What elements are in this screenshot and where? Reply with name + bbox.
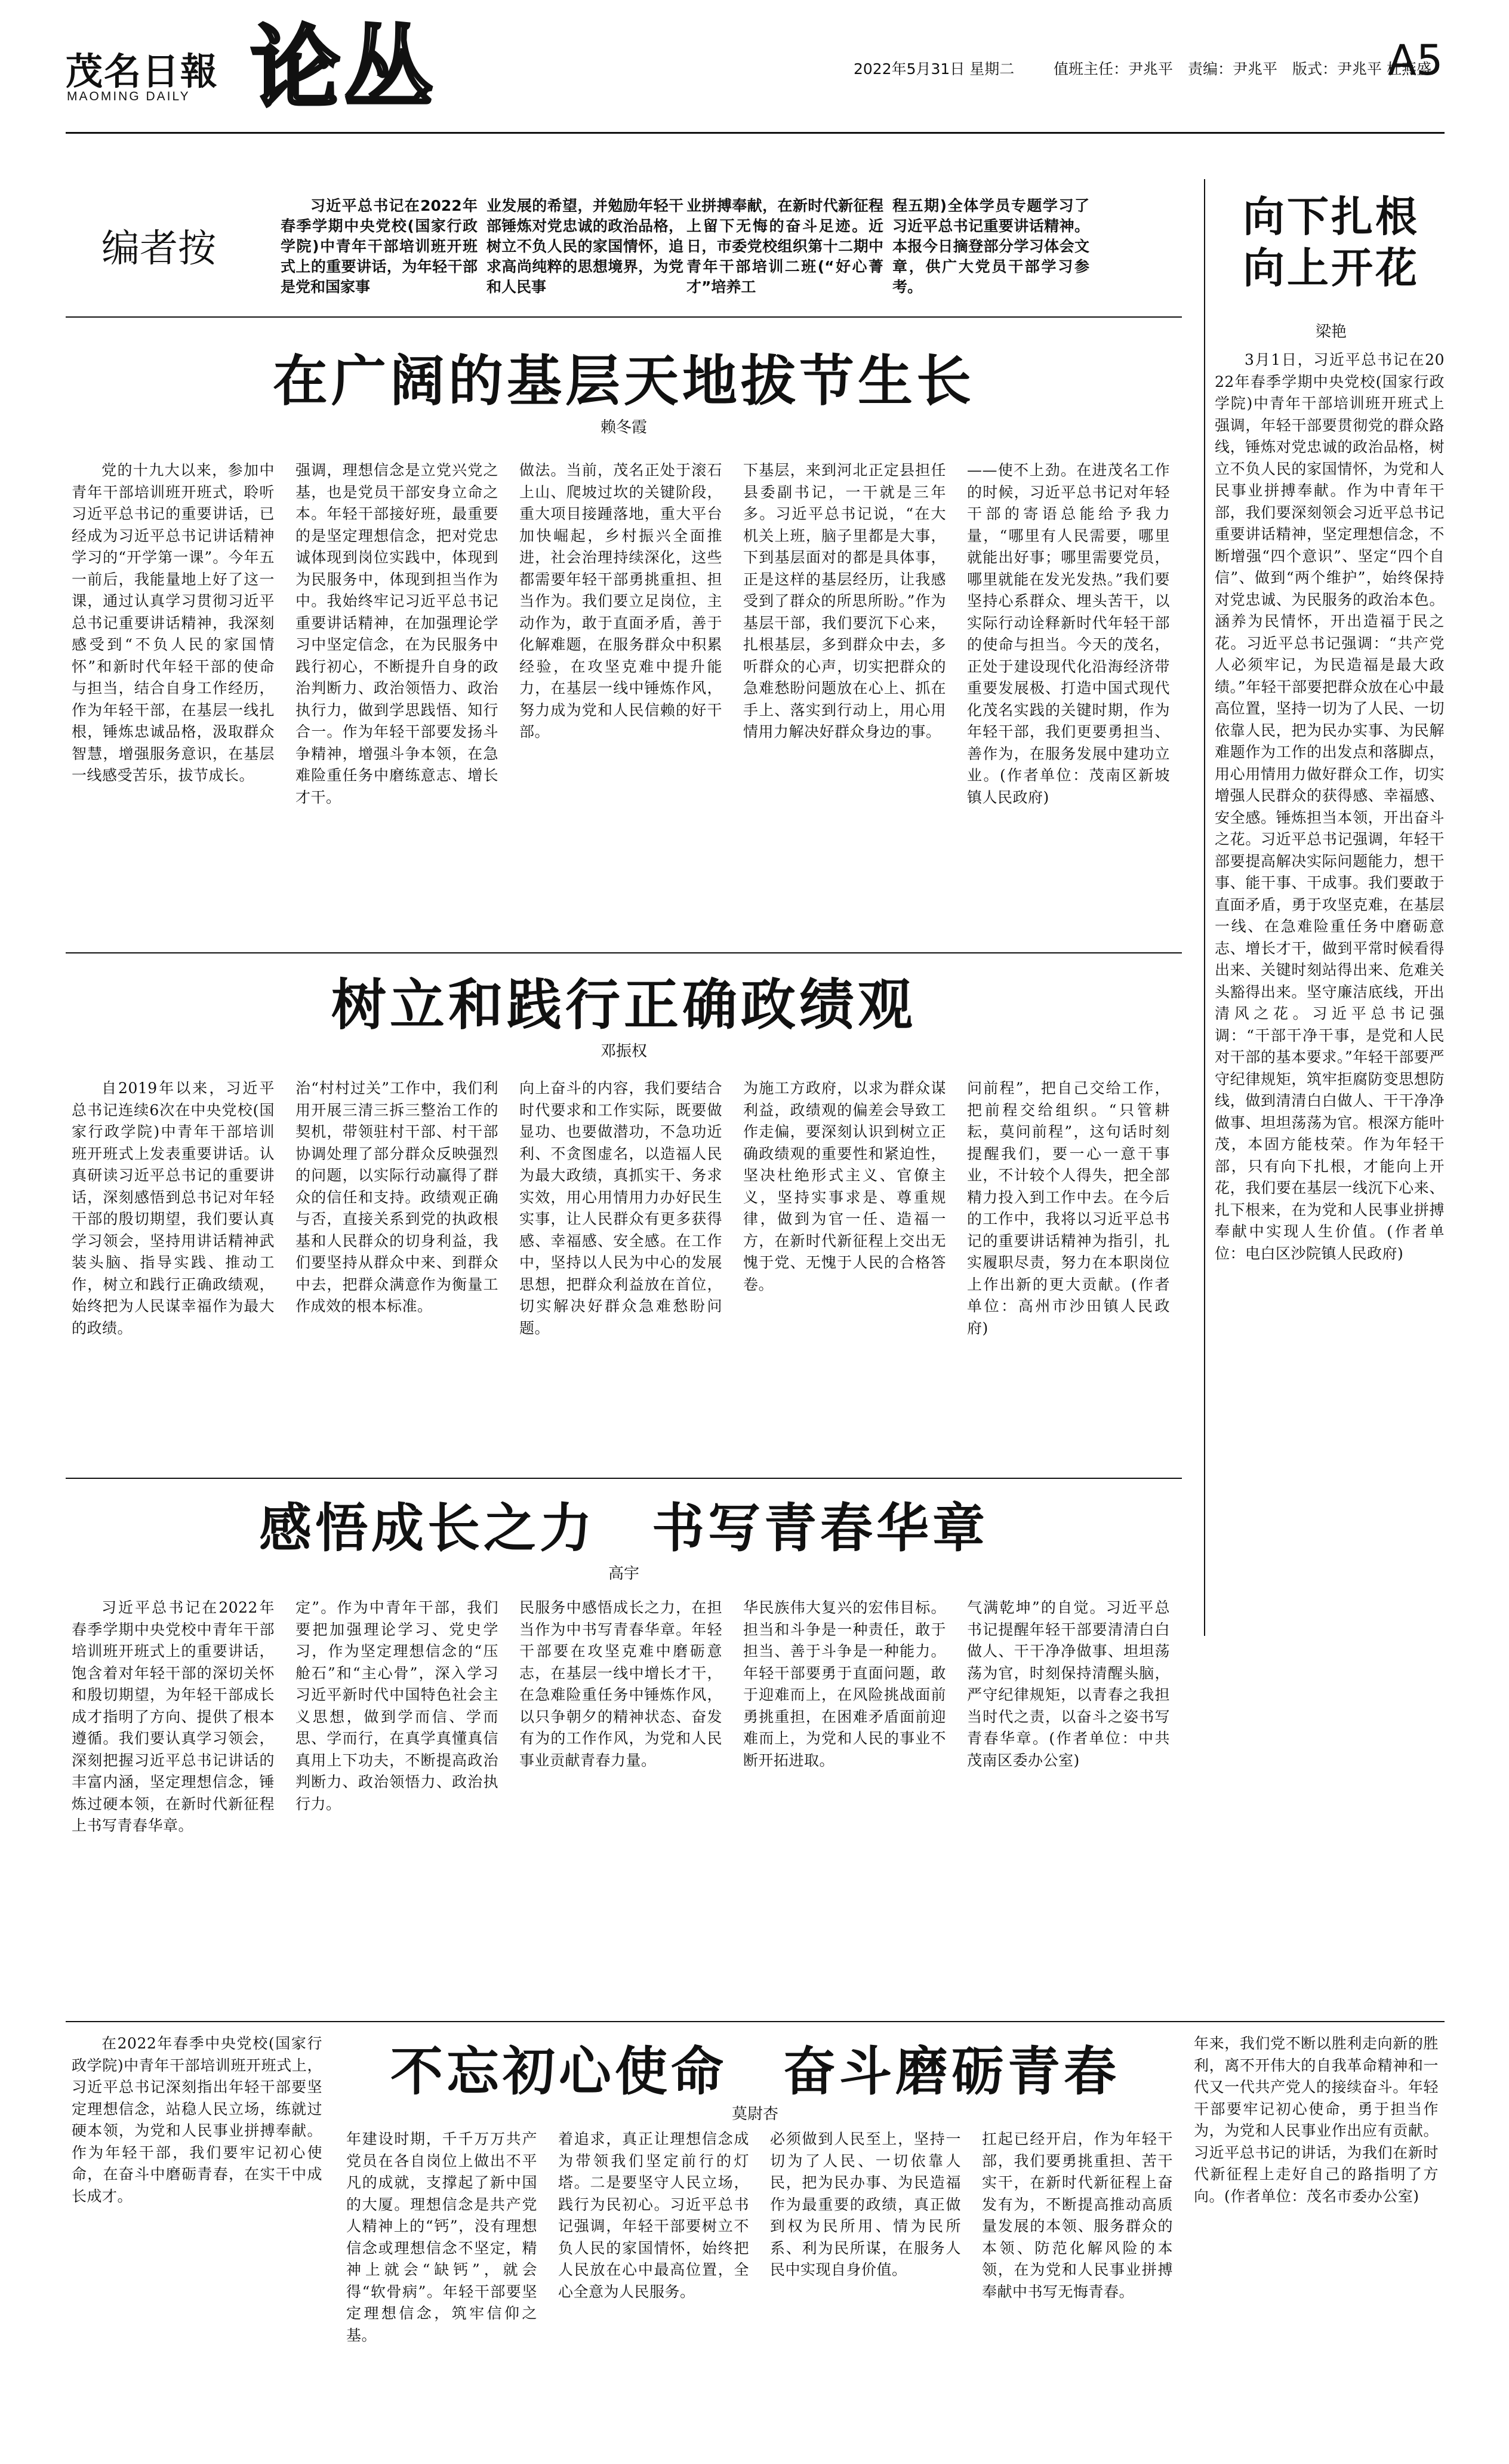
section-title: 论丛 — [251, 17, 438, 121]
article-column: 在2022年春季中央党校(国家行政学院)中青年干部培训班开班式上，习近平总书记深刻指出年轻干部要坚定理想信念，站稳人民立场，练就过硬本领，为党和人民事业拼搏奉献。作为年轻干部，我们要牢记初心使命，在奋斗中磨砺青春，在实干中成长成才。 — [72, 2035, 322, 2205]
editor-note-col: 程五期)全体学员专题学习了习近平总书记重要讲话精神。本报今日摘登部分学习体会文章，供广大党员干部学习参考。 — [892, 197, 1089, 296]
article-column: 扛起已经开启，作为年轻干部，我们要勇挑重担、苦干实干，在新时代新征程上奋发有为，不断提高推动高质量发展的本领、服务群众的本领、防范化解风险的本领，在为党和人民事业拼搏奉献中书写无悔青春。 — [982, 2130, 1173, 2300]
divider — [66, 316, 1182, 318]
article-column: 着追求，真正让理想信念成为带领我们坚定前行的灯塔。二是要坚守人民立场，践行为民初心。习近平总书记强调，年轻干部要树立不负人民的家国情怀，始终把人民放在心中最高位置，全心全意为人民服务。 — [558, 2130, 749, 2300]
article — [66, 1487, 1182, 2024]
editor-line: 值班主任：尹兆平 责编：尹兆平 版式：尹兆平 杜燕盛 — [1054, 60, 1431, 78]
article — [66, 331, 1182, 958]
article — [66, 2027, 1445, 2463]
article-author: 梁艳 — [1315, 323, 1347, 341]
article-column: 民服务中感悟成长之力，在担当作为中书写青春华章。年轻干部要在攻坚克难中磨砺意志，在基层一线中增长才干，在急难险重任务中锤炼作风，以只争朝夕的精神状态、奋发有为的工作作风，为党和人民事业贡献青春力量。 — [519, 1599, 722, 1769]
article-author: 赖冬霞 — [600, 419, 647, 436]
masthead-rule — [66, 132, 1445, 134]
article-column: 3月1日，习近平总书记在2022年春季学期中央党校(国家行政学院)中青年干部培训班开班式上强调，年轻干部要贯彻党的群众路线，锤炼对党忠诚的政治品格，树立不负人民的家国情怀，为党和人民事业拼搏奉献。作为中青年干部，我们要深刻领会习近平总书记重要讲话精神，坚定理想信念，不断增强“四个意识”、坚定“四个自信”、做到“两个维护”，始终保持对党忠诚、为民服务的政治本色。涵养为民情怀，开出造福于民之花。习近平总书记强调：“共产党人必须牢记，为民造福是最大政绩。”年轻干部要把群众放在心中最高位置，坚持一切为了人民、一切依靠人民，把为民办实事、为民解难题作为工作的出发点和落脚点，用心用情用力做好群众工作，切实增强人民群众的获得感、幸福感、安全感。锤炼担当本领，开出奋斗之花。习近平总书记强调，年轻干部要提高解决实际问题能力，想干事、能干事、干成事。我们要敢于直面矛盾，勇于攻坚克难，在基层一线、在急难险重任务中磨砺意志、增长才干，做到平常时候看得出来、关键时刻站得出来、危难关头豁得出来。坚守廉洁底线，开出清风之花。习近平总书记强调：“干部干净干事，是党和人民对干部的基本要求。”年轻干部要严守纪律规矩，筑牢拒腐防变思想防线，做到清清白白做人、干干净净做事、坦坦荡荡为官。根深方能叶茂，本固方能枝荣。作为年轻干部，只有向下扎根，才能向上开花，我们要在基层一线沉下心来、扎下根来，在为党和人民事业拼搏奉献中实现人生价值。(作者单位：电白区沙院镇人民政府) — [1215, 351, 1445, 1262]
article-column: ——使不上劲。在进茂名工作的时候，习近平总书记对年轻干部的寄语总能给予我力量，“哪里有人民需要，哪里就能出好事；哪里需要党员，哪里就能在发光发热。”我们要坚持心系群众、埋头苦干，以实际行动诠释新时代年轻干部的使命与担当。今天的茂名，正处于建设现代化沿海经济带重要发展极、打造中国式现代化茂名实践的关键时期，作为年轻干部，我们更要勇担当、善作为，在服务发展中建功立业。(作者单位：茂南区新坡镇人民政府) — [967, 462, 1170, 806]
article-column: 习近平总书记在2022年春季学期中央党校中青年干部培训班开班式上的重要讲话，饱含着对年轻干部的深切关怀和殷切期望，为年轻干部成长成才指明了方向、提供了根本遵循。我们要认真学习领会，深刻把握习近平总书记讲话的丰富内涵，坚定理想信念，锤炼过硬本领，在新时代新征程上书写青春华章。 — [72, 1599, 275, 1834]
article-column: 必须做到人民至上，坚持一切为了人民、一切依靠人民，把为民办事、为民造福作为最重要的政绩，真正做到权为民所用、情为民所系、利为民所谋，在服务人民中实现自身价值。 — [770, 2130, 961, 2278]
article-title: 在广阔的基层天地拔节生长 — [272, 349, 975, 413]
paper-pinyin: MAOMING DAILY — [67, 90, 190, 103]
article-column: 做法。当前，茂名正处于滚石上山、爬坡过坎的关键阶段，重大项目接踵落地，重大平台加快崛起，乡村振兴全面推进，社会治理持续深化，这些都需要年轻干部勇挑重担、担当作为。我们要立足岗位，主动作为，敢于直面矛盾，善于化解难题，在服务群众中积累经验，在攻坚克难中提升能力，在基层一线中锤炼作风，努力成为党和人民信赖的好干部。 — [519, 462, 722, 740]
column-divider — [1204, 179, 1205, 1636]
editor-note-label: 编者按 — [101, 227, 216, 271]
article-column: 下基层，来到河北正定县担任县委副书记，一干就是三年多。习近平总书记说，“在大机关上班，脑子里都是大事，下到基层面对的都是具体事，正是这样的基层经历，让我感受到了群众的所思所盼。”作为基层干部，我们要沉下心来，扎根基层，多到群众中去，多听群众的心声，切实把群众的急难愁盼问题放在心上、抓在手上、落实到行动上，用心用情用力解决好群众身边的事。 — [743, 462, 946, 740]
article-author: 莫尉杏 — [731, 2105, 778, 2123]
article-column: 治“村村过关”工作中，我们利用开展三清三拆三整治工作的契机，带领驻村干部、村干部协调处理了部分群众反映强烈的问题，以实际行动赢得了群众的信任和支持。政绩观正确与否，直接关系到党的执政根基和人民群众的切身利益，我们要坚持从群众中来、到群众中去，把群众满意作为衡量工作成效的根本标准。 — [295, 1079, 498, 1315]
article — [66, 961, 1182, 1481]
divider — [66, 952, 1182, 953]
article-column: 向上奋斗的内容，我们要结合时代要求和工作实际，既要做显功、也要做潜功，不急功近利、不贪图虚名，以造福人民为最大政绩，真抓实干、务求实效，用心用情用力办好民生实事，让人民群众有更多获得感、幸福感、安全感。在工作中，坚持以人民为中心的发展思想，把群众利益放在首位，切实解决好群众急难愁盼问题。 — [519, 1079, 722, 1337]
editor-note-col: 习近平总书记在2022年春季学期中央党校(国家行政学院)中青年干部培训班开班式上的重要讲话，为年轻干部是党和国家事 — [281, 197, 478, 296]
paper-logo: 茂名日報 — [66, 50, 219, 93]
article-column: 年来，我们党不断以胜利走向新的胜利，离不开伟大的自我革命精神和一代又一代共产党人的接续奋斗。年轻干部要牢记初心使命，勇于担当作为，为党和人民事业作出应有贡献。习近平总书记的讲话，为我们在新时代新征程上走好自己的路指明了方向。(作者单位：茂名市委办公室) — [1194, 2035, 1439, 2205]
editor-note — [66, 179, 1182, 302]
article-column: 年建设时期，千千万万共产党员在各自岗位上做出不平凡的成就，支撑起了新中国的大厦。理想信念是共产党人精神上的“钙”，没有理想信念或理想信念不坚定，精神上就会“缺钙”，就会得“软骨病”。年轻干部要坚定理想信念，筑牢信仰之基。 — [346, 2130, 537, 2344]
article-sidebar — [1215, 179, 1448, 1636]
article-author: 高宇 — [608, 1565, 639, 1583]
article-title: 不忘初心使命 奋斗磨砺青春 — [390, 2041, 1120, 2102]
editor-note-col: 业发展的希望，并勉励年轻干部锤炼对党忠诚的政治品格，树立不负人民的家国情怀，追求高尚纯粹的思想境界，为党和人民事 — [486, 197, 683, 296]
page-number: A5 — [1388, 36, 1443, 85]
article-column: 强调，理想信念是立党兴党之基，也是党员干部安身立命之本。年轻干部接好班，最重要的是坚定理想信念，把对党忠诚体现到岗位实践中，体现到为民服务中，体现到担当作为中。我始终牢记习近平总书记重要讲话精神，在加强理论学习中坚定信念，在为民服务中践行初心，不断提升自身的政治判断力、政治领悟力、政治执行力，做到学思践悟、知行合一。作为年轻干部要发扬斗争精神，增强斗争本领，在急难险重任务中磨练意志、增长才干。 — [295, 462, 498, 806]
article-column: 自2019年以来，习近平总书记连续6次在中央党校(国家行政学院)中青年干部培训班开班式上发表重要讲话。认真研读习近平总书记的重要讲话，深刻感悟到总书记对年轻干部的殷切期望，我们要认真学习领会，坚持用讲话精神武装头脑、指导实践、推动工作，树立和践行正确政绩观，始终把为人民谋幸福作为最大的政绩。 — [72, 1079, 275, 1337]
article-column: 党的十九大以来，参加中青年干部培训班开班式，聆听习近平总书记的重要讲话，已经成为习近平总书记讲话精神学习的“开学第一课”。今年五一前后，我能量地上好了这一课，通过认真学习贯彻习近平总书记重要讲话精神，我深刻感受到“不负人民的家国情怀”和新时代年轻干部的使命与担当，结合自身工作经历，作为年轻干部，在基层一线扎根，锤炼忠诚品格，汲取群众智慧，增强服务意识，在基层一线感受苦乐，拔节成长。 — [72, 462, 275, 784]
article-column: 定”。作为中青年干部，我们要把加强理论学习、党史学习，作为坚定理想信念的“压舱石”和“主心骨”，深入学习习近平新时代中国特色社会主义思想，做到学而信、学而思、学而行，在真学真懂真信真用上下功夫，不断提高政治判断力、政治领悟力、政治执行力。 — [295, 1599, 498, 1813]
article-column: 为施工方政府，以求为群众谋利益，政绩观的偏差会导致工作走偏，要深刻认识到树立正确政绩观的重要性和紧迫性，坚决杜绝形式主义、官僚主义，坚持实事求是、尊重规律，做到为官一任、造福一方，在新时代新征程上交出无愧于党、无愧于人民的合格答卷。 — [743, 1079, 946, 1293]
divider — [66, 2021, 1445, 2022]
masthead — [0, 0, 1509, 131]
editor-note-col: 业拼搏奉献，在新时代新征程上留下无悔的奋斗足迹。近日，市委党校组织第十二期中青年干部培训二班(“好心菁才”培养工 — [686, 197, 883, 296]
date-line: 2022年5月31日 星期二 — [854, 60, 1015, 78]
article-column: 华民族伟大复兴的宏伟目标。担当和斗争是一种责任，敢于担当、善于斗争是一种能力。年轻干部要勇于直面问题，敢于迎难而上，在风险挑战面前勇挑重担，在困难矛盾面前迎难而上，为党和人民的事业不断开拓进取。 — [743, 1599, 946, 1769]
article-title: 感悟成长之力 书写青春华章 — [258, 1497, 988, 1559]
divider — [66, 1478, 1182, 1479]
article-title: 向下扎根 向上开花 — [1243, 192, 1419, 293]
article-column: 气满乾坤”的自觉。习近平总书记提醒年轻干部要清清白白做人、干干净净做事、坦坦荡荡为官，时刻保持清醒头脑，严守纪律规矩，以青春之我担当时代之责，以奋斗之姿书写青春华章。(作者单位：中共茂南区委办公室) — [967, 1599, 1170, 1769]
article-title: 树立和践行正确政绩观 — [331, 973, 916, 1037]
article-column: 问前程”，把自己交给工作，把前程交给组织。“只管耕耘，莫问前程”，这句话时刻提醒我们，要一心一意干事业，不计较个人得失，把全部精力投入到工作中去。在今后的工作中，我将以习近平总书记的重要讲话精神为指引，扎实履职尽责，努力在本职岗位上作出新的更大贡献。(作者单位：高州市沙田镇人民政府) — [967, 1079, 1170, 1337]
article-author: 邓振权 — [600, 1042, 647, 1060]
